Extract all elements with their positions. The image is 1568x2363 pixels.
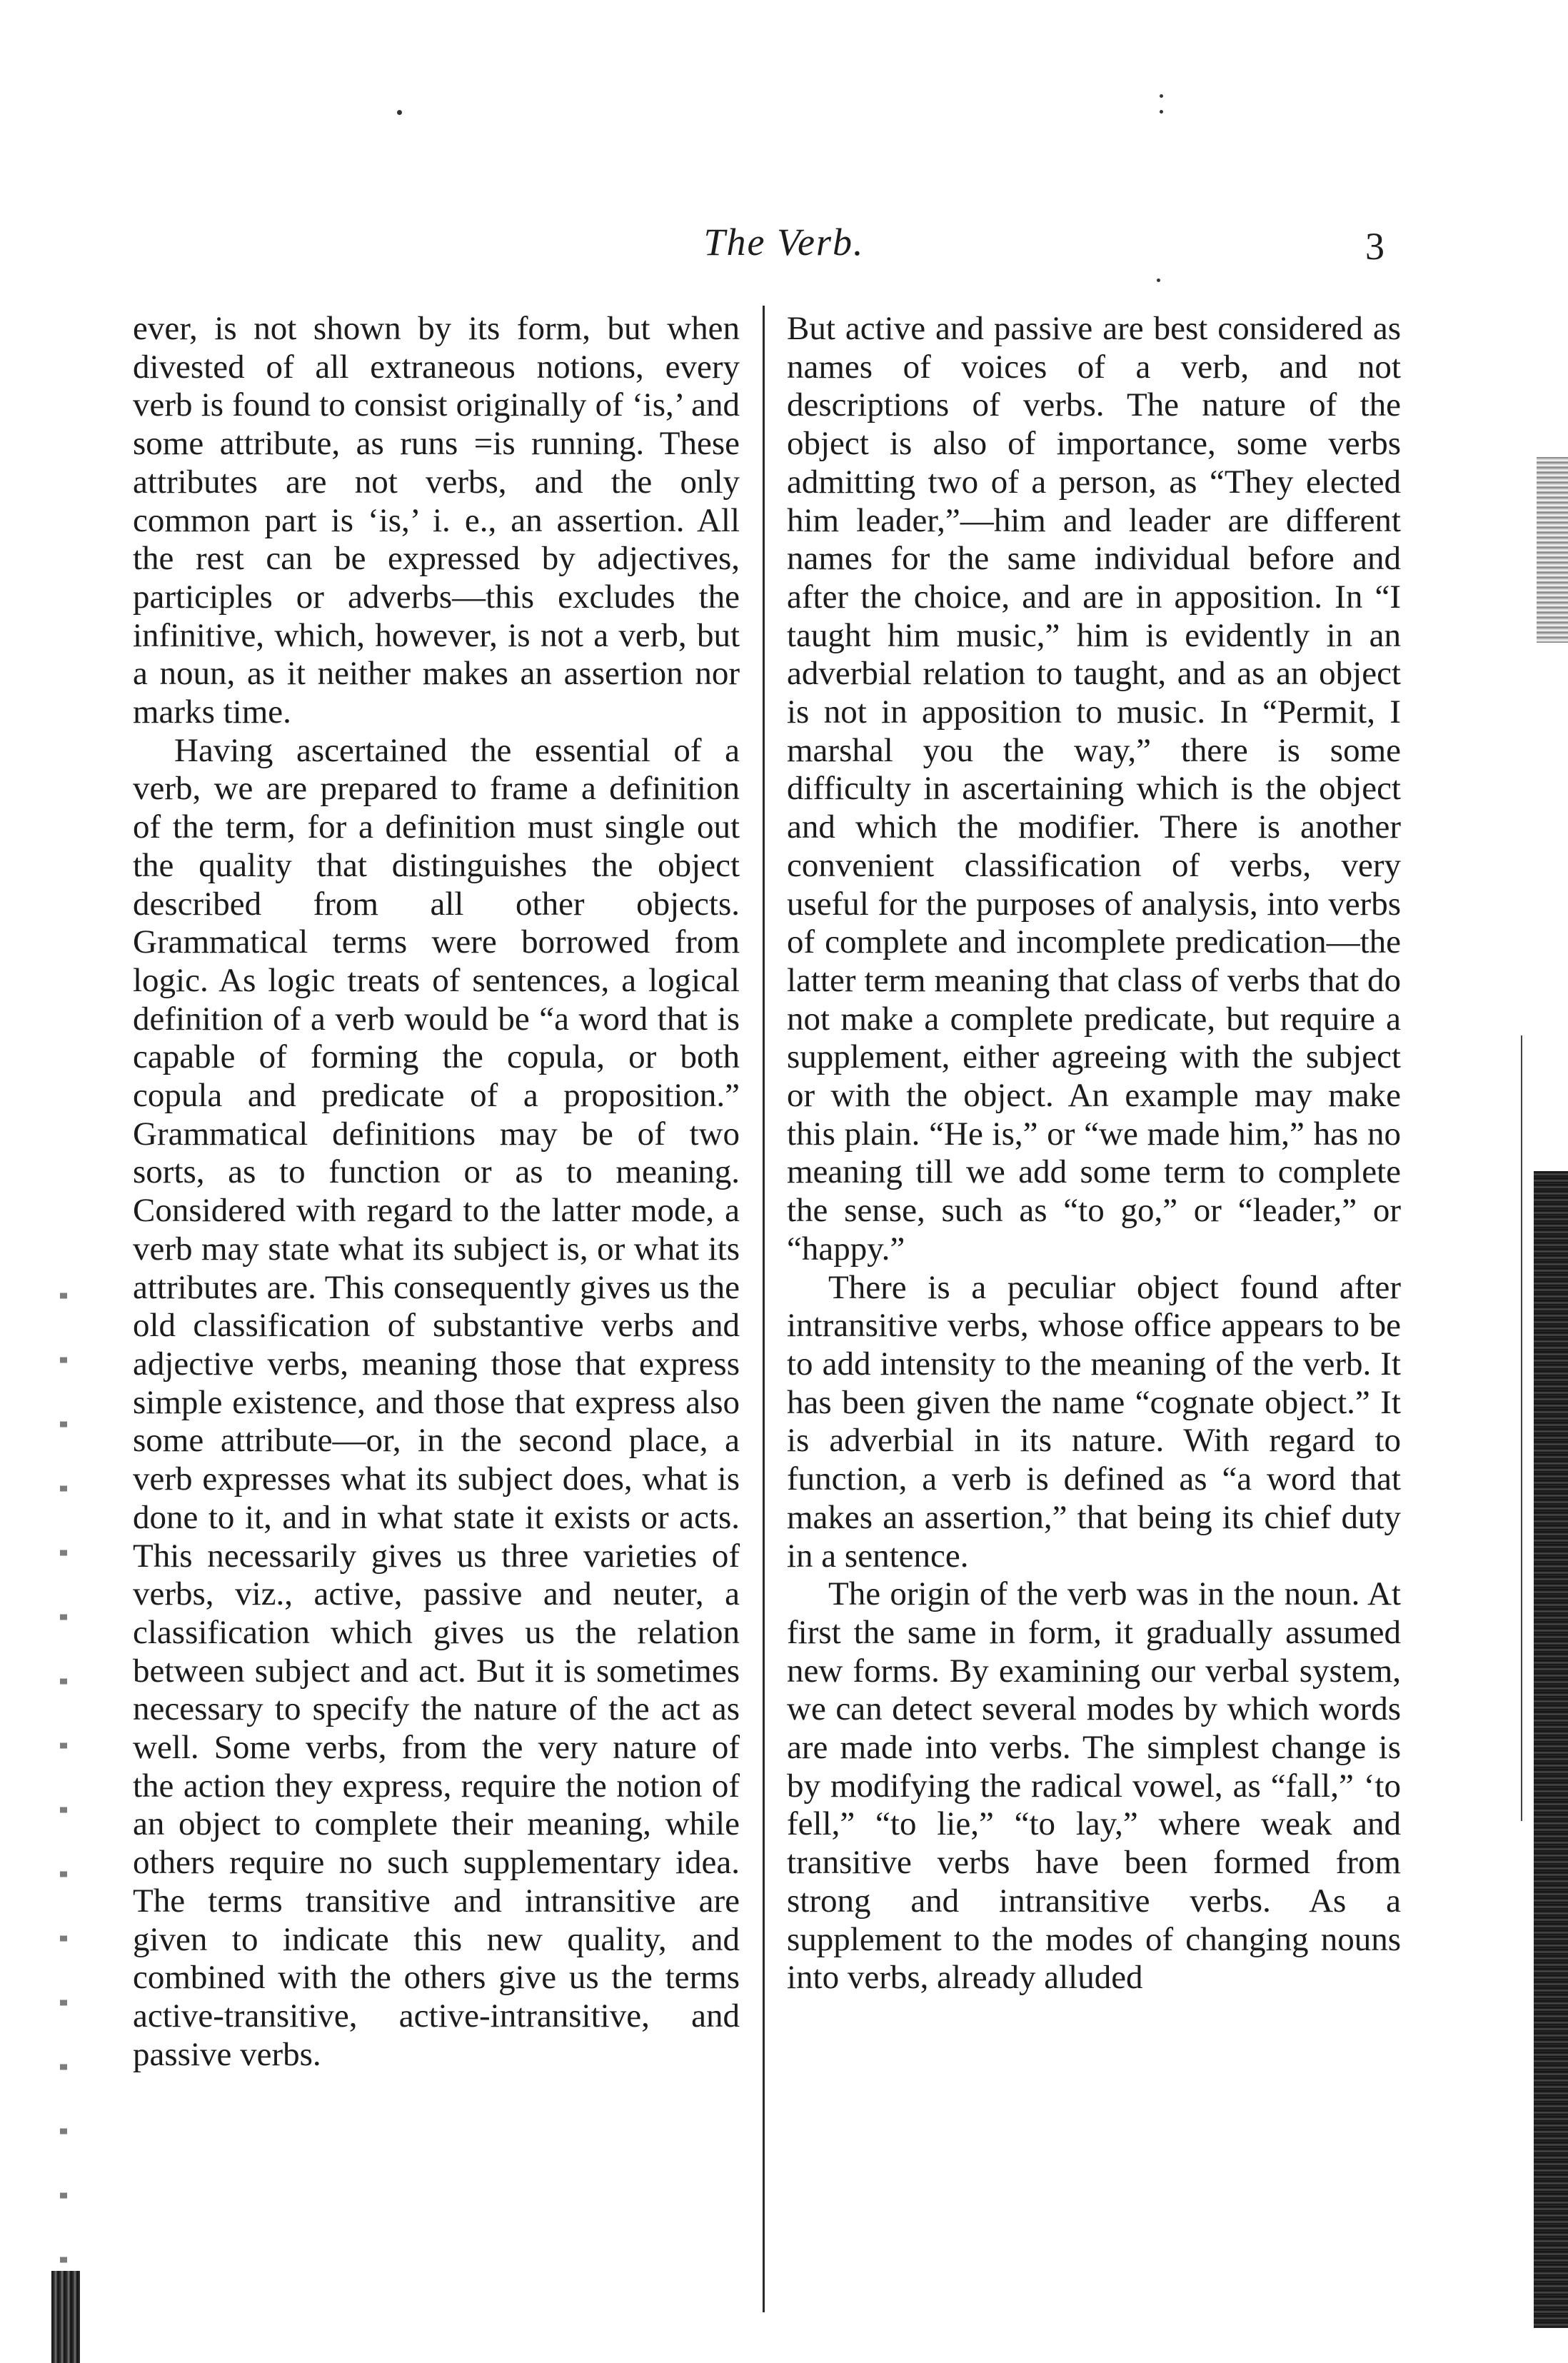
scan-binding-edge: [1534, 1171, 1568, 2328]
left-column: [133, 310, 740, 2074]
paragraph: But active and passive are best considered as names of voices of a verb, and not descriptions of verbs. The nature of the object is also of importance, some verbs admitting two of a person, as “They elected him leader,”—him and leader are different names for the same individual before and after the choice, and are in apposition. In “I taught him music,” him is evidently in an adverbial relation to taught, and as an object is not in apposition to music. In “Permit, I marshal you the way,” there is some difficulty in ascertaining which is the object and which the modifier. There is another convenient classification of verbs, very useful for the purposes of analysis, into verbs of complete and incomplete predication—the latter term meaning that class of verbs that do not make a complete predicate, but require a supplement, either agreeing with the subject or with the object. An example may make this plain. “He is,” or “we made him,” has no meaning till we add some term to complete the sense, such as “to go,” or “leader,” or “happy.”: [787, 310, 1401, 1268]
page-number: 3: [1365, 225, 1384, 268]
scan-speck: [1160, 94, 1163, 98]
paragraph: The origin of the verb was in the noun. At first the same in form, it gradually assumed new forms. By examining our verbal system, we can detect several modes by which words are made into verbs. The simplest change is by modifying the radical vowel, as “fall,” ‘to fell,” “to lie,” “to lay,” where weak and transitive verbs have been formed from strong and intransitive verbs. As a supplement to the modes of changing nouns into verbs, already alluded: [787, 1575, 1401, 1997]
scan-left-edge-artifact: [51, 2271, 80, 2363]
scan-edge-artifact: [1537, 457, 1568, 643]
scan-left-edge-marks: [60, 1264, 67, 2335]
paragraph: Having ascertained the essential of a verb, we are prepared to frame a definition of the term, for a definition must single out the quality that distinguishes the object described from all other objects. Grammatical terms were borrowed from logic. As logic treats of sentences, a logical definition of a verb would be “a word that is capable of forming the copula, or both copula and predicate of a proposition.” Grammatical definitions may be of two sorts, as to function or as to meaning. Considered with regard to the latter mode, a verb may state what its subject is, or what its attributes are. This consequently gives us the old classification of substantive verbs and adjective verbs, meaning those that express simple existence, and those that express also some attribute—or, in the second place, a verb expresses what its subject does, what is done to it, and in what state it exists or acts. This necessarily gives us three varieties of verbs, viz., active, passive and neuter, a classification which gives us the relation between subject and act. But it is sometimes necessary to specify the nature of the act as well. Some verbs, from the very nature of the action they express, require the notion of an object to complete their meaning, while others require no such supplementary idea. The terms transitive and intransitive are given to indicate this new quality, and combined with the others give us the terms active-transitive, active-intransitive, and passive verbs.: [133, 731, 740, 2073]
paragraph: ever, is not shown by its form, but when divested of all extraneous notions, every verb is found to consist originally of ‘is,’ and some attribute, as runs =is running. These attributes are not verbs, and the only common part is ‘is,’ i. e., an assertion. All the rest can be expressed by adjectives, participles or adverbs—this excludes the infinitive, which, however, is not a verb, but a noun, as it neither makes an assertion nor marks time.: [133, 310, 740, 731]
right-column: [787, 310, 1401, 1997]
scan-speck: [1157, 279, 1160, 282]
column-divider: [763, 306, 765, 2312]
scan-edge-line: [1521, 1035, 1522, 1821]
running-title: The Verb.: [703, 221, 865, 264]
scan-speck: [1160, 110, 1163, 114]
paragraph: There is a peculiar object found after intransitive verbs, whose office appears to be to add intensity to the meaning of the verb. It has been given the name “cognate object.” It is adverbial in its nature. With regard to function, a verb is defined as “a word that makes an assertion,” that being its chief duty in a sentence.: [787, 1268, 1401, 1575]
scan-speck: [397, 110, 402, 115]
